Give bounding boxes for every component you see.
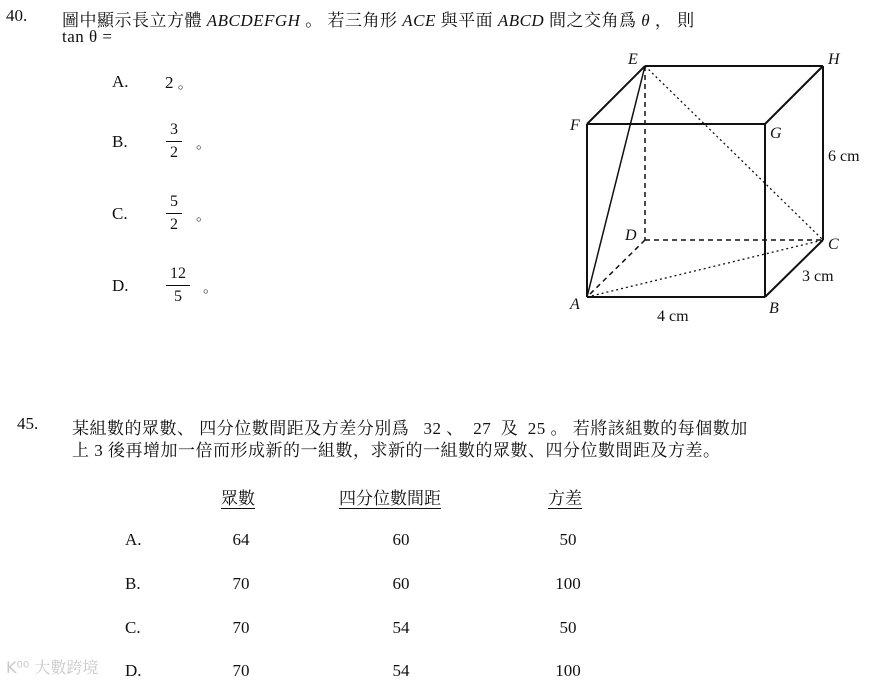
edge-ac [587,240,823,297]
q45-b-var: 100 [555,574,581,593]
header-variance: 方差 [548,489,582,508]
label-d: D [625,227,637,244]
q40-option-a-value: 2 。 [165,73,193,92]
q45-option-d-letter[interactable]: D. [125,661,142,680]
dim-height: 6 cm [828,148,860,165]
q45-d-iqr: 54 [392,661,410,680]
q40-option-b-fraction: 3 2 [166,122,182,161]
label-e: E [628,51,638,68]
edge-da [587,240,645,297]
watermark-logo: K⁰⁰ 大數跨境 [6,658,99,677]
q45-option-b-letter[interactable]: B. [125,574,141,593]
q40-option-c-period: 。 [196,208,212,224]
edge-fe [587,66,645,124]
q45-option-a-letter[interactable]: A. [125,530,142,549]
q40-stem-line1: 圖中顯示長立方體 ABCDEFGH 。 若三角形 ACE 與平面 ABCD 間之交角爲 θ ， 則 [62,11,695,30]
label-g: G [770,125,782,142]
q45-a-mode: 64 [232,530,250,549]
q45-c-iqr: 54 [392,618,410,637]
label-b: B [769,300,779,317]
label-c: C [828,236,839,253]
q45-d-var: 100 [555,661,581,680]
label-a: A [570,296,580,313]
q45-d-mode: 70 [232,661,250,680]
q45-c-var: 50 [559,618,577,637]
q45-option-c-letter[interactable]: C. [125,618,141,637]
label-h: H [828,51,840,68]
q40-option-b-period: 。 [196,136,212,152]
q40-option-a-letter[interactable]: A. [112,72,129,91]
dim-width: 4 cm [657,308,689,325]
q40-option-d-period: 。 [203,280,219,296]
q45-b-iqr: 60 [392,574,410,593]
q45-stem-line1: 某組數的眾數、 四分位數間距及方差分別爲 32 、 27 及 25 。 若將該組數的每個數加 [72,419,748,438]
dim-depth: 3 cm [802,268,834,285]
edge-hg [765,66,823,124]
q40-option-c-letter[interactable]: C. [112,204,128,223]
q45-a-iqr: 60 [392,530,410,549]
q40-option-d-fraction: 12 5 [166,266,190,305]
edge-ae [587,66,645,297]
q40-option-d-letter[interactable]: D. [112,276,129,295]
q40-stem-line2: tan θ = [62,27,113,46]
header-mode: 眾數 [221,489,255,508]
q40-option-c-fraction: 5 2 [166,194,182,233]
q40-number: 40. [6,6,28,25]
label-f: F [570,117,580,134]
q45-a-var: 50 [559,530,577,549]
q40-option-b-letter[interactable]: B. [112,132,128,151]
q45-stem-line2: 上 3 後再增加一倍而形成新的一組數，求新的一組數的眾數、四分位數間距及方差。 [72,441,721,460]
cuboid-figure [560,45,880,330]
q45-c-mode: 70 [232,618,250,637]
header-iqr: 四分位數間距 [339,489,441,508]
q45-b-mode: 70 [232,574,250,593]
q45-number: 45. [17,414,39,433]
